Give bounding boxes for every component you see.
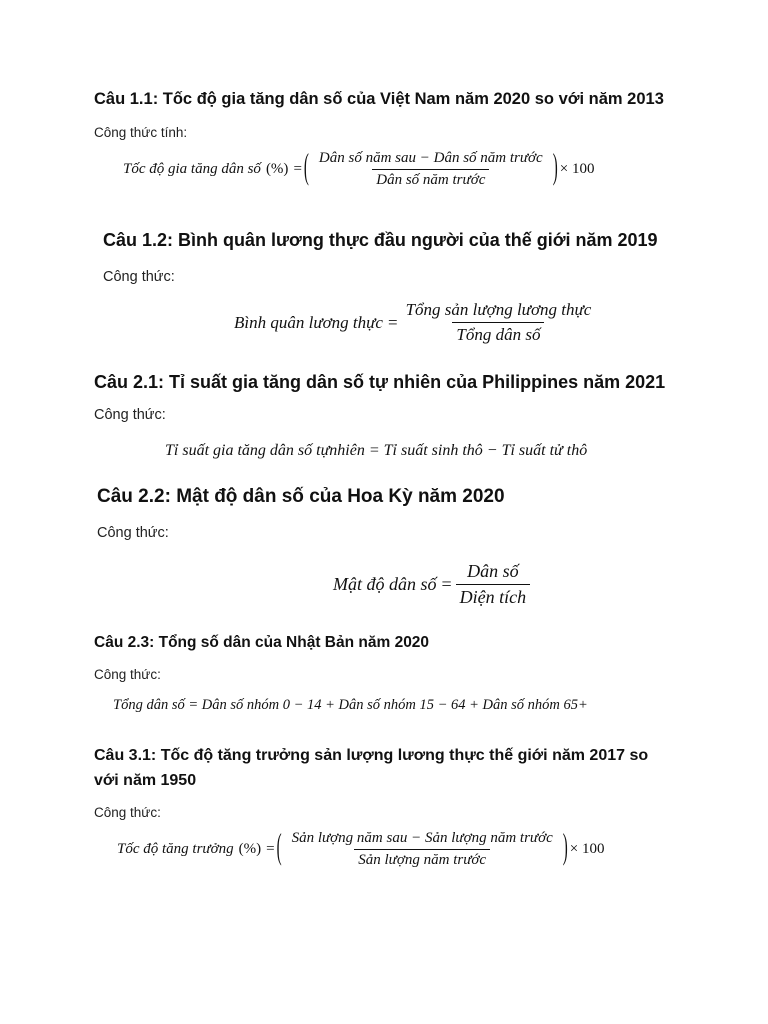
formula-1-2-fraction bbox=[402, 300, 596, 345]
right-paren: ) bbox=[562, 829, 568, 868]
formula-3-1-percent: (%) bbox=[238, 841, 262, 857]
formula-1-1-multiplier: × 100 bbox=[559, 161, 595, 177]
question-1-1-heading: Câu 1.1: Tốc độ gia tăng dân số của Việt Nam năm 2020 so với năm 2013 bbox=[94, 90, 664, 108]
formula-1-1-percent: (%) bbox=[265, 161, 289, 177]
question-1-2-heading: Câu 1.2: Bình quân lương thực đầu người của thế giới năm 2019 bbox=[103, 230, 658, 250]
formula-1-2-denominator: Tổng dân số bbox=[452, 322, 544, 345]
formula-1-1-denominator: Dân số năm trước bbox=[372, 169, 489, 189]
formula-label-2-2: Công thức: bbox=[97, 525, 169, 541]
formula-2-2 bbox=[333, 561, 534, 608]
formula-1-2 bbox=[234, 300, 599, 345]
question-2-2-heading: Câu 2.2: Mật độ dân số của Hoa Kỳ năm 2020 bbox=[97, 486, 505, 507]
formula-1-1-numerator: Dân số năm sau − Dân số năm trước bbox=[318, 150, 543, 166]
formula-2-2-numerator: Dân số bbox=[467, 561, 519, 581]
right-paren: ) bbox=[552, 149, 558, 188]
formula-label-2-1: Công thức: bbox=[94, 407, 166, 423]
formula-3-1 bbox=[117, 830, 604, 869]
formula-3-1-lhs: Tốc độ tăng trưởng bbox=[117, 841, 234, 857]
formula-1-1-equals: = bbox=[293, 161, 302, 177]
formula-1-1-lhs: Tốc độ gia tăng dân số bbox=[123, 161, 261, 177]
question-2-3-heading: Câu 2.3: Tổng số dân của Nhật Bản năm 2020 bbox=[94, 634, 430, 651]
question-2-1-heading: Câu 2.1: Tỉ suất gia tăng dân số tự nhiên của Philippines năm 2021 bbox=[94, 372, 666, 392]
formula-1-2-equals: = bbox=[387, 312, 398, 332]
formula-2-1: Tỉ suất gia tăng dân số tựnhiên = Tỉ suất sinh thô − Tỉ suất tử thô bbox=[165, 442, 588, 459]
formula-label-1-1: Công thức tính: bbox=[94, 125, 188, 140]
formula-3-1-multiplier: × 100 bbox=[569, 841, 605, 857]
formula-2-3: Tổng dân số = Dân số nhóm 0 − 14 + Dân số nhóm 15 − 64 + Dân số nhóm 65+ bbox=[113, 697, 588, 713]
formula-3-1-equals: = bbox=[266, 841, 275, 857]
formula-3-1-denominator: Sản lượng năm trước bbox=[354, 849, 490, 869]
formula-2-2-lhs: Mật độ dân số bbox=[333, 574, 437, 594]
formula-1-2-numerator: Tổng sản lượng lương thực bbox=[405, 300, 592, 319]
formula-1-1 bbox=[123, 150, 594, 189]
question-3-1-heading: Câu 3.1: Tốc độ tăng trưởng sản lượng lương thực thế giới năm 2017 so với năm 1950 bbox=[94, 747, 649, 789]
formula-1-1-fraction bbox=[315, 150, 547, 189]
left-paren: ( bbox=[276, 829, 282, 868]
left-paren: ( bbox=[303, 149, 309, 188]
formula-label-1-2: Công thức: bbox=[103, 269, 175, 285]
formula-1-2-lhs: Bình quân lương thực bbox=[234, 312, 383, 332]
formula-2-2-equals: = bbox=[441, 574, 452, 594]
formula-label-2-3: Công thức: bbox=[94, 667, 161, 682]
formula-2-2-denominator: Diện tích bbox=[456, 584, 530, 608]
formula-3-1-fraction bbox=[288, 830, 557, 869]
formula-2-2-fraction bbox=[456, 561, 530, 608]
formula-label-3-1: Công thức: bbox=[94, 805, 161, 820]
formula-3-1-numerator: Sản lượng năm sau − Sản lượng năm trước bbox=[291, 830, 553, 846]
